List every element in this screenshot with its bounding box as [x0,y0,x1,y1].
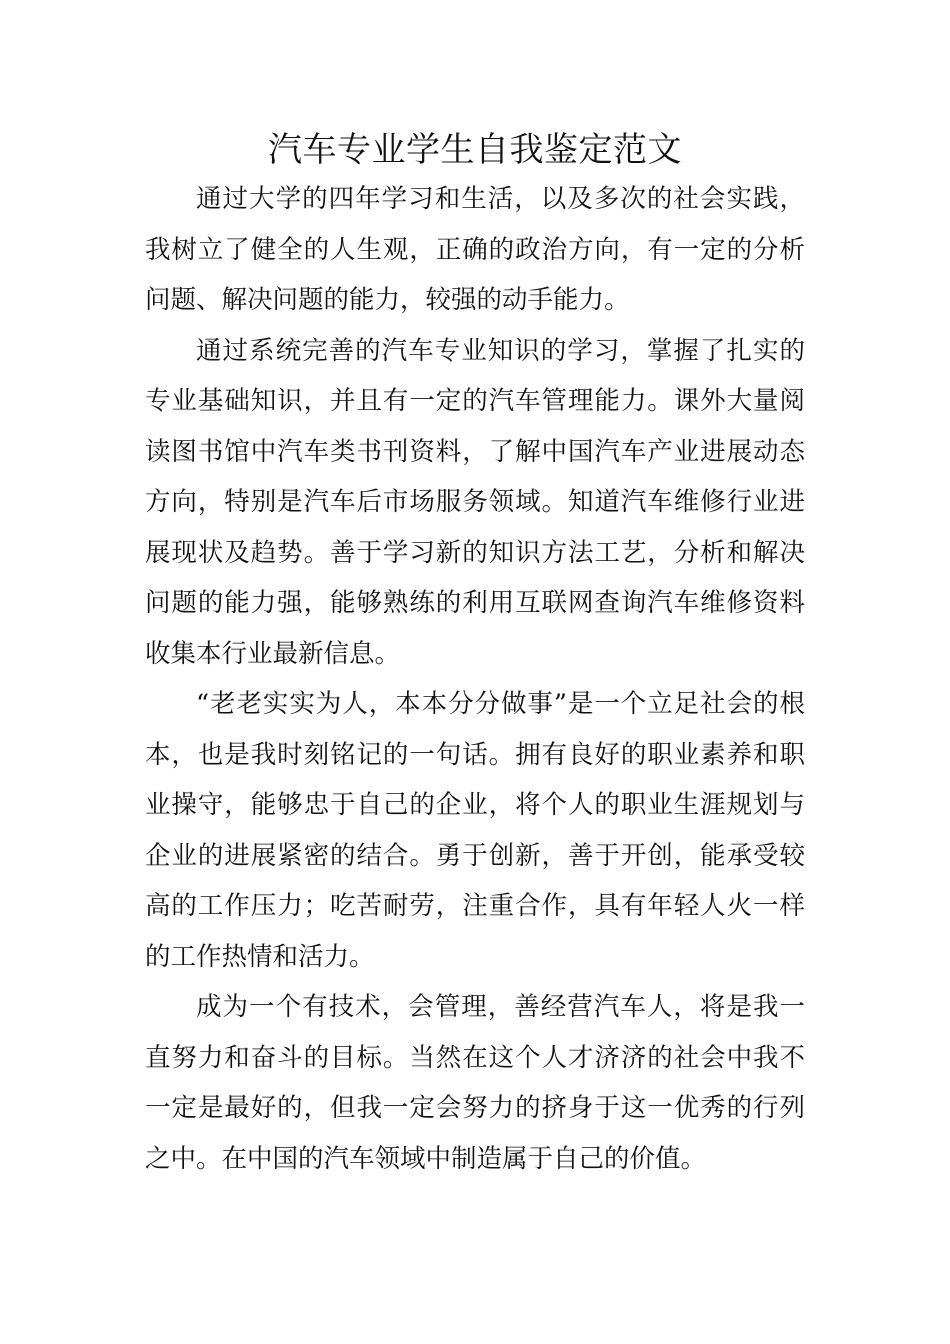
paragraph-1: 通过大学的四年学习和生活，以及多次的社会实践，我树立了健全的人生观，正确的政治方向，有一定的分析问题、解决问题的能力，较强的动手能力。 [145,184,805,315]
paragraph-2: 通过系统完善的汽车专业知识的学习，掌握了扎实的专业基础知识，并且有一定的汽车管理能力。课外大量阅读图书馆中汽车类书刊资料，了解中国汽车产业进展动态方向，特别是汽车后市场服务领域。知道汽车维修行业进展现状及趋势。善于学习新的知识方法工艺，分析和解决问题的能力强，能够熟练的利用互联网查询汽车维修资料收集本行业最新信息。 [145,335,805,669]
paragraph-4: 成为一个有技术，会管理，善经营汽车人，将是我一直努力和奋斗的目标。当然在这个人才济济的社会中我不一定是最好的，但我一定会努力的挤身于这一优秀的行列之中。在中国的汽车领域中制造属于自己的价值。 [145,992,805,1174]
paragraph-3: “老老实实为人，本本分分做事”是一个立足社会的根本，也是我时刻铭记的一句话。拥有良好的职业素养和职业操守，能够忠于自己的企业，将个人的职业生涯规划与企业的进展紧密的结合。勇于创新，善于开创，能承受较高的工作压力；吃苦耐劳，注重合作，具有年轻人火一样的工作热情和活力。 [145,689,805,972]
document-body [145,174,805,1184]
document-title: 汽车专业学生自我鉴定范文 [268,130,682,170]
